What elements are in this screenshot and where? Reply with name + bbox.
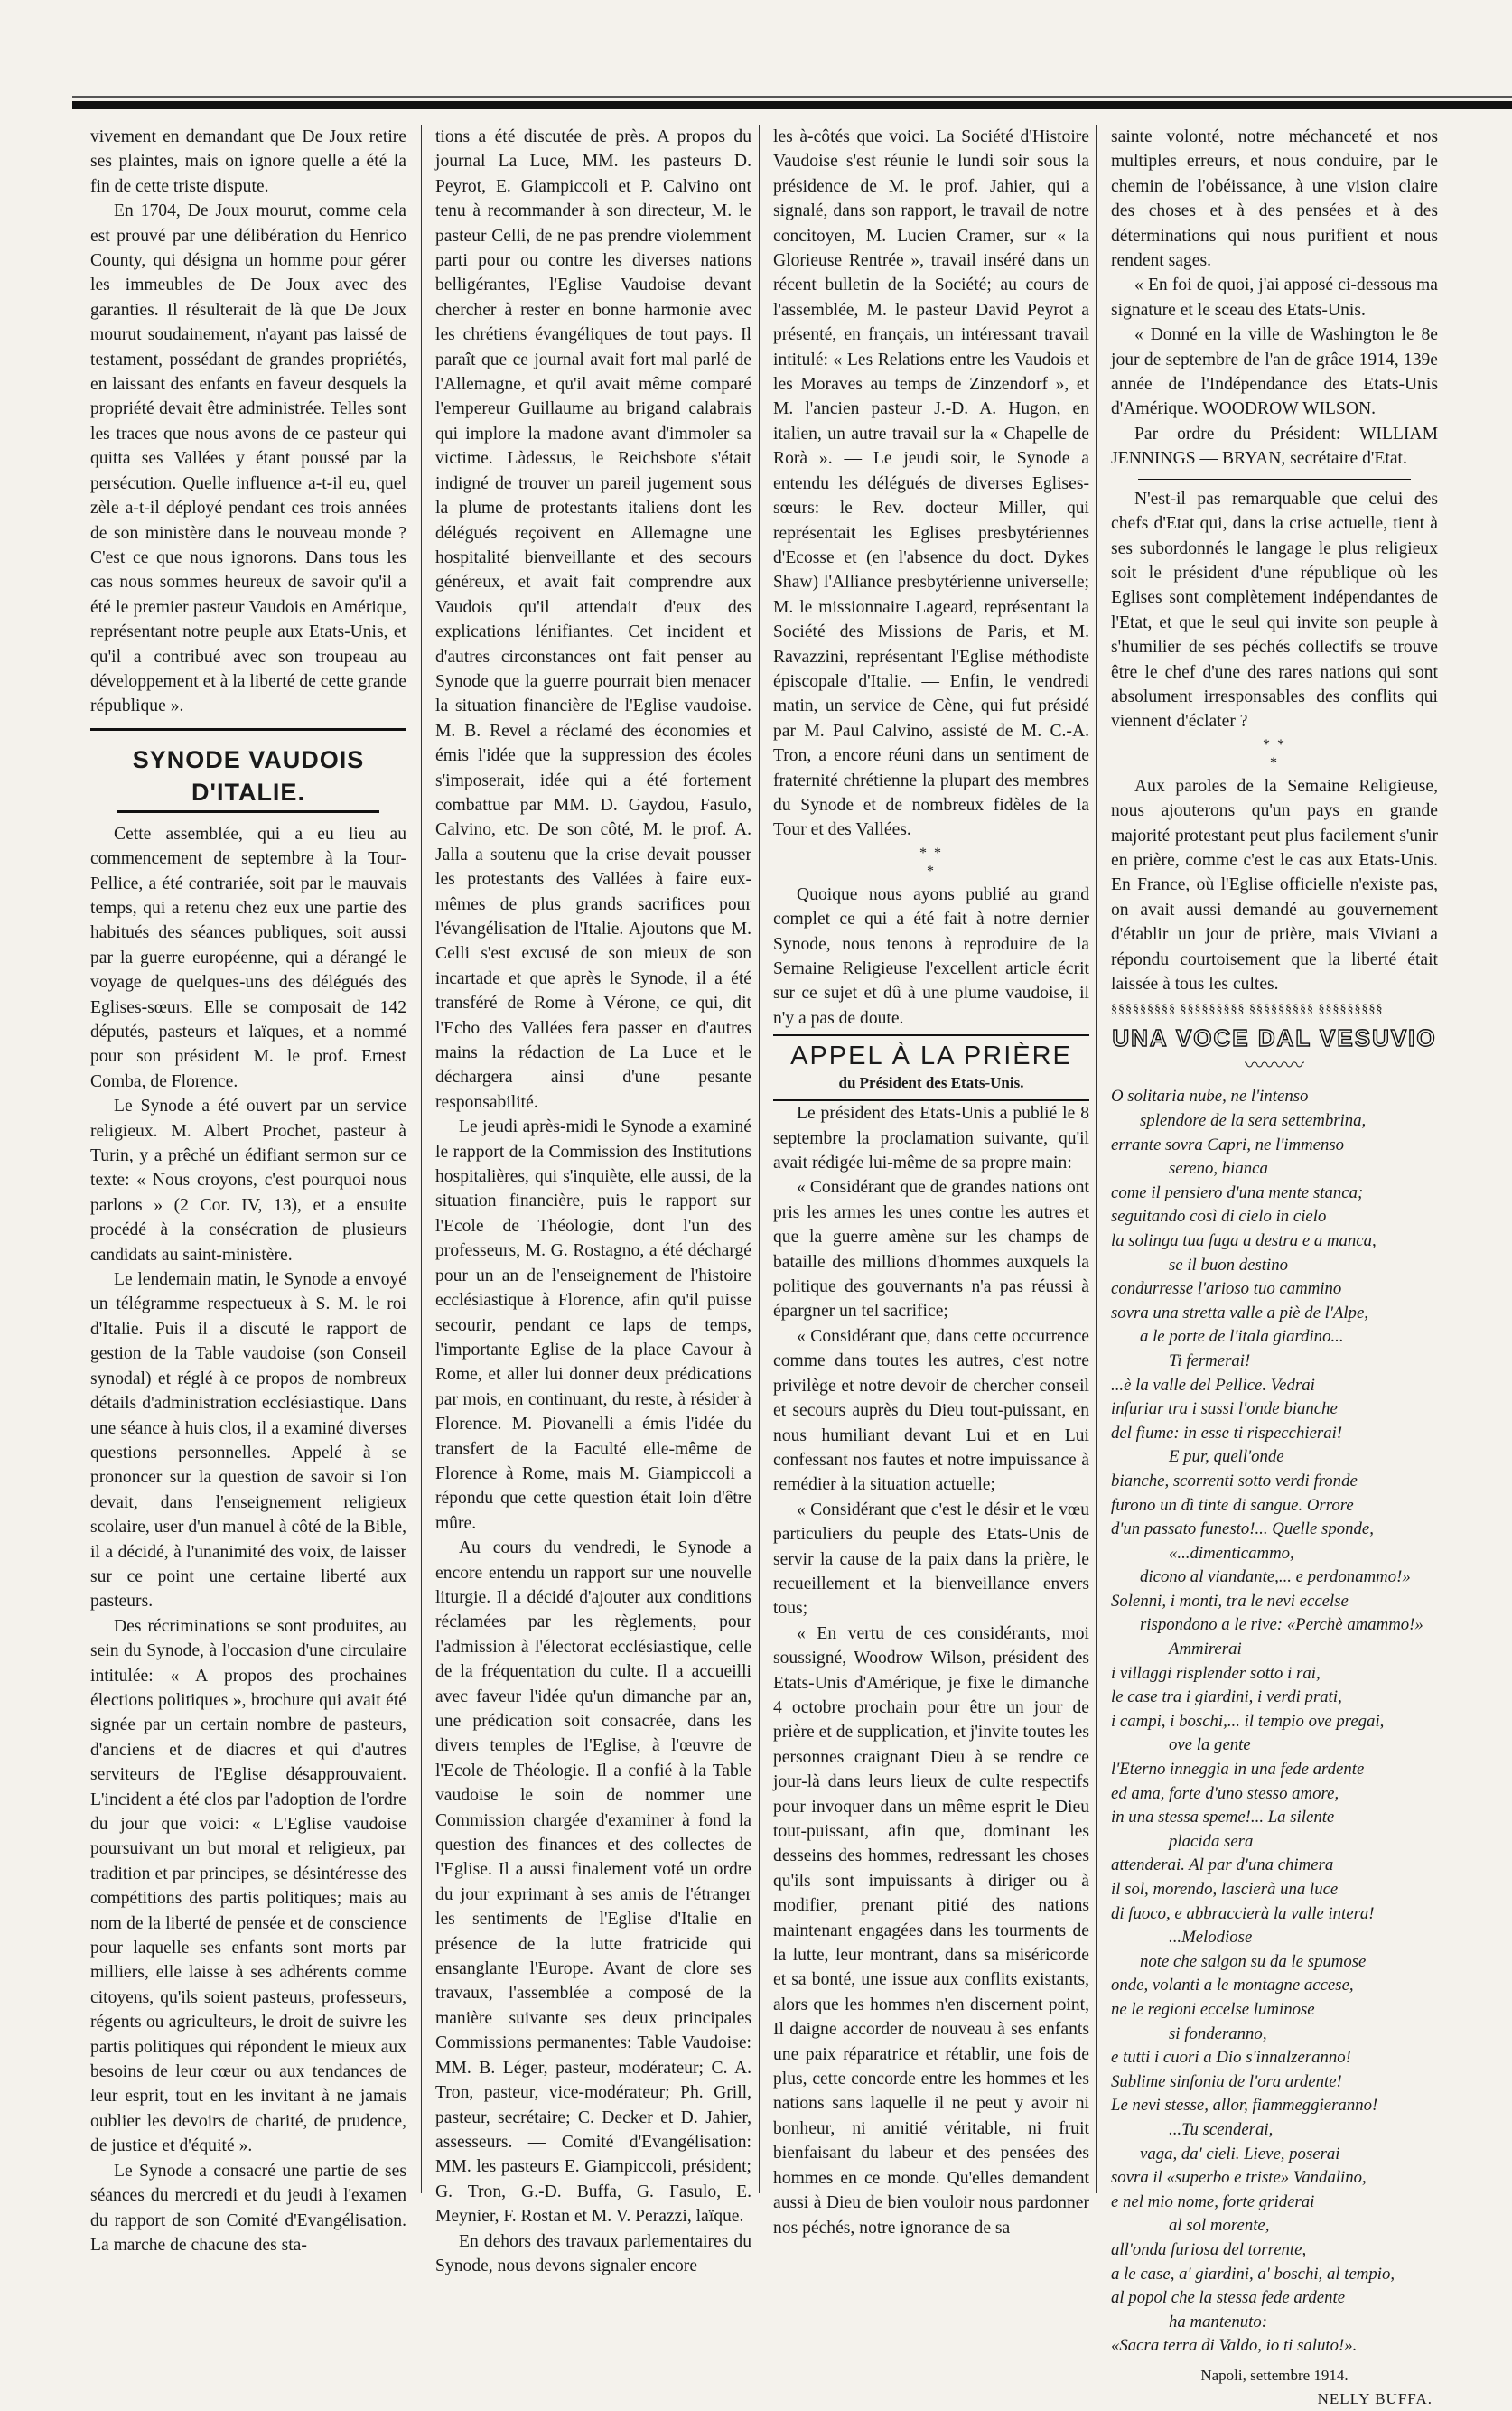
paragraph: sainte volonté, notre méchanceté et nos multiples erreurs, et nous conduire, par le chemin de l'obéissance, à une vision claire des choses et à des pensées et à des déterminations qui nous purifient et nous rendent sages.: [1111, 127, 1438, 271]
poem-line: a le porte de l'itala giardino...: [1140, 1327, 1344, 1347]
poem-line: condurresse l'arioso tuo cammino: [1111, 1279, 1342, 1299]
paragraph: Le lendemain matin, le Synode a envoyé un télégramme respectueux à S. M. le roi d'Italie. Puis il a discuté le rapport de gestion de la Table vaudoise (son Conseil synodal) et réglé à ce propos de nombreux détails d'administration ecclésiastique. Dans une séance à huis clos, il a examiné diverses questions personnelles. Appelé à se prononcer sur la question de savoir si l'on devait, dans l'enseignement religieux scolaire, user d'un manuel à côté de la Bible, il a décidé, à l'unanimité des voix, de laisser sur ce point une certaine liberté aux pasteurs.: [90, 1270, 406, 1612]
poem-line: ...Melodiose: [1169, 1928, 1253, 1948]
poem-line: del fiume: in esse ti rispecchierai!: [1111, 1423, 1343, 1443]
asterism: * * *: [1263, 736, 1286, 771]
poem-line: d'un passato funesto!... Quelle sponde,: [1111, 1519, 1374, 1539]
header-fine-rule: [72, 96, 1512, 98]
paragraph: vivement en demandant que De Joux retire ses plaintes, mais on ignore quelle a été la fin de cette triste dispute.: [90, 127, 406, 196]
paragraph: Le jeudi après-midi le Synode a examiné le rapport de la Commission des Institutions hospitalières, qui s'inquiète, elle aussi, de la situation financière, puis le rapport sur l'Ecole de Théologie, dont l'un des professeurs, M. G. Rostagno, a été déchargé pour un an de l'enseignement de l'histoire ecclésiastique à Florence, afin qu'il puisse secourir, pendant ce laps de temps, l'importante Eglise de la place Cavour à Rome, et aller lui donner deux prédications par mois, en continuant, du reste, à résider à Florence. M. Piovanelli a émis l'idée du transfert de la Faculté elle-même de Florence à Rome, mais M. Giampiccoli a répondu que cette question était loin d'être mûre.: [435, 1117, 751, 1533]
poem-line: splendore de la sera settembrina,: [1140, 1111, 1367, 1130]
poem-line: sereno, bianca: [1169, 1159, 1268, 1179]
poem-line: O solitaria nube, ne l'intenso: [1111, 1087, 1309, 1107]
article-subheading: du Président des Etats-Unis.: [838, 1074, 1024, 1092]
poem-line: i campi, i boschi,... il tempio ove pregai,: [1111, 1711, 1385, 1731]
poem-line: sovra il «superbo e triste» Vandalino,: [1111, 2168, 1367, 2188]
column-3: [773, 125, 1089, 2238]
paragraph: « En foi de quoi, j'ai apposé ci-dessous ma signature et le sceau des Etats-Unis.: [1111, 276, 1438, 320]
poem-line: Ammirerai: [1169, 1640, 1242, 1659]
column-4: [1111, 125, 1438, 2407]
paragraph: « Considérant que c'est le désir et le vœu particuliers du peuple des Etats-Unis de servir la cause de la paix dans la prière, le recueillement et la bienveillance envers tous;: [773, 1500, 1089, 1619]
poem-line: errante sovra Capri, ne l'immenso: [1111, 1135, 1345, 1154]
paragraph: « En vertu de ces considérants, moi soussigné, Woodrow Wilson, président des Etats-Unis d'Amérique, je fixe le dimanche 4 octobre prochain pour être un jour de prière et de supplication, et j'invite toutes les personnes craignant Dieu à se rendre ce jour-là dans leurs lieux de culte respectifs pour invoquer dans un même esprit le Dieu tout-puissant, afin que, dominant les desseins des hommes, redressant les choses qu'ils sont impuissants à diriger ou à modifier, prenant pitié des nations maintenant engagées dans les tourments de la lutte, leur montrant, dans sa miséricorde et sa bonté, une issue aux conflits existants, alors que les hommes n'en discernent point, Il daigne accorder de nouveau à ses enfants une paix réparatrice et rétablir, une fois de plus, cette concorde entre les hommes et les nations sans laquelle il ne peut y avoir ni bonheur, ni amitié véritable, ni fruit bienfaisant du labeur et des pensées des hommes en ce monde. Qu'elles demandent aussi à Dieu de bien vouloir nous pardonner nos péchés, notre ignorance de sa: [773, 1623, 1089, 2238]
article-heading-appel: APPEL À LA PRIÈRE: [790, 1042, 1072, 1071]
poem-line: e tutti i cuori a Dio s'innalzeranno!: [1111, 2048, 1351, 2068]
poem-line: a le case, a' giardini, a' boschi, al tempio,: [1111, 2264, 1395, 2284]
paragraph: Quoique nous ayons publié au grand complet ce qui a été fait à notre dernier Synode, nous tenons à reproduire de la Semaine Religieuse l'excellent article écrit sur ce sujet et dû à une plume vaudoise, il n'y a pas de doute.: [773, 884, 1089, 1028]
poem-line: sovra una stretta valle a piè de l'Alpe,: [1111, 1303, 1368, 1322]
poem-line: seguitando così di cielo in cielo: [1111, 1207, 1327, 1227]
section-rule: [90, 728, 406, 731]
poem-signature: NELLY BUFFA.: [1317, 2389, 1433, 2407]
poem-line: attenderai. Al par d'una chimera: [1111, 1855, 1334, 1875]
paragraph: « Considérant que, dans cette occurrence comme dans toutes les autres, c'est notre privilège et notre devoir de chercher conseil et secours auprès du Dieu tout-puissant, en nous humiliant devant Lui et en Lui confessant nos fautes et notre impuissance à remédier à la situation actuelle;: [773, 1326, 1089, 1495]
poem-line: come il pensiero d'una mente stanca;: [1111, 1182, 1364, 1202]
paragraph: En 1704, De Joux mourut, comme cela est prouvé par une délibération du Henrico County, qui désigna un homme pour gérer les immeubles de De Joux avec des garanties. Il résulterait de là que De Joux mourut soudainement, n'ayant pas laissé de testament, possédant de grandes propriétés, en laissant des enfants en faveur desquels la propriété devait être administrée. Telles sont les traces que nous avons de ce pasteur qui quitta ses Vallées y étant poussé par la persécution. Quelle influence a-t-il eu, quel zèle a-t-il déployé pendant ces trois années de son ministère dans le nouveau monde ? C'est ce que nous ignorons. Dans tous les cas nous sommes heureux de savoir qu'il a été le premier pasteur Vaudois en Amérique, représentant notre peuple aux Etats-Unis, et qu'il a contribué avec son troupeau au développement et à la liberté de cette grande république ».: [90, 201, 406, 716]
poem-line: «Sacra terra di Valdo, io ti saluto!».: [1111, 2336, 1358, 2356]
poem-line: Solenni, i monti, tra le nevi eccelse: [1111, 1591, 1349, 1611]
poem-line: «...dimenticammo,: [1169, 1543, 1294, 1563]
paragraph: Aux paroles de la Semaine Religieuse, nous ajouterons qu'un pays en grande majorité protestant peut plus facilement s'unir en prière, comme c'est le cas aux Etats-Unis. En France, où l'Eglise officielle n'existe pas, on avait aussi demandé au gouvernement d'établir un jour de prière, mais Viviani a répondu courtoisement que la liberté était laissée à tous les cultes.: [1111, 776, 1438, 994]
poem-line: di fuoco, e abbraccierà la valle intera!: [1111, 1903, 1375, 1923]
poem-line: ne le regioni eccelse luminose: [1111, 1999, 1315, 2019]
poem-line: bianche, scorrenti sotto verdi fronde: [1111, 1471, 1358, 1491]
poem-line: placida sera: [1169, 1831, 1254, 1851]
thin-rule: [1138, 479, 1411, 480]
asterism: * * *: [919, 845, 943, 879]
paragraph: « Considérant que de grandes nations ont pris les armes les unes contre les autres et que la guerre amène sur les champs de bataille des millions d'hommes auxquels la politique des gouvernants n'a pas réussi à épargner un tel sacrifice;: [773, 1178, 1089, 1322]
poem-line: le case tra i giardini, i verdi prati,: [1111, 1687, 1342, 1707]
paragraph: Le Synode a été ouvert par un service religieux. M. Albert Prochet, pasteur à Turin, y a prêché un édifiant sermon sur ce texte: « Nous croyons, c'est pourquoi nous parlons » (2 Cor. IV, 13), et a ensuite procédé à la consécration de plusieurs candidats au saint-ministère.: [90, 1097, 406, 1265]
column-2: [435, 125, 751, 2275]
poem-line: ...è la valle del Pellice. Vedrai: [1111, 1375, 1315, 1395]
poem-line: in una stessa speme!... La silente: [1111, 1808, 1335, 1827]
article-heading-synode: SYNODE VAUDOIS D'ITALIE.: [132, 745, 365, 806]
paragraph: Cette assemblée, qui a eu lieu au commencement de septembre à la Tour-Pellice, a été contrariée, soit par le mauvais temps, qui a retenu chez eux une partie des habitués des séances publiques, soit aussi par la guerre européenne, qui a dérangé le voyage de quelques-uns des délégués des Eglises-sœurs. Elle se composait de 142 députés, pasteurs et laïques, et a nommé pour son président M. le prof. Ernest Comba, de Florence.: [90, 824, 406, 1091]
poem-line: Sublime sinfonia de l'ora ardente!: [1111, 2071, 1342, 2091]
poem-line: Le nevi stesse, allor, fiammeggieranno!: [1111, 2096, 1378, 2116]
poem-line: al popol che la stessa fede ardente: [1111, 2288, 1346, 2308]
poem-date: Napoli, settembre 1914.: [1200, 2366, 1349, 2384]
column-divider: [1096, 125, 1097, 2193]
paragraph: Le président des Etats-Unis a publié le 8 septembre la proclamation suivante, qu'il avait rédigée lui-même de sa propre main:: [773, 1104, 1089, 1173]
poem-line: onde, volanti a le montagne accese,: [1111, 1976, 1354, 1995]
header-thick-rule: [72, 101, 1512, 109]
paragraph: Le Synode a consacré une partie de ses séances du mercredi et du jeudi à l'examen du rapport de son Comité d'Evangélisation. La marche de chacune des sta-: [90, 2161, 406, 2255]
poem-line: Ti fermerai!: [1169, 1350, 1251, 1370]
paragraph: Au cours du vendredi, le Synode a encore entendu un rapport sur une nouvelle liturgie. Il a décidé d'ajouter aux conditions réclamées par les règlements, pour l'admission à l'électorat ecclésiastique, celle de la fréquentation du culte. Il a accueilli avec faveur l'idée qu'un dimanche par an, une prédication soit consacrée, dans les divers temples de l'Eglise, à l'œuvre de l'Ecole de Théologie. Il a confié à la Table vaudoise le soin de nommer une Commission chargée d'examiner à fond la question des finances et des collectes de l'Eglise. Il a aussi finalement voté un ordre du jour exprimant à ses amis de l'étranger les sentiments de l'Eglise d'Italie en présence de la lutte fratricide qui ensanglante l'Europe. Avant de clore ses travaux, l'assemblée a composé de la manière suivante ses deux principales Commissions permanentes: Table Vaudoise: MM. B. Léger, pasteur, modérateur; C. A. Tron, pasteur, vice-modérateur; Ph. Grill, pasteur, secrétaire; C. Decker et D. Jahier, assesseurs. — Comité d'Evangélisation: MM. les pasteurs E. Giampiccoli, président; G. Tron, G.-D. Buffa, G. Fasulo, E. Meynier, F. Rostan et M. V. Perazzi, laïque.: [435, 1538, 751, 2227]
paragraph: Par ordre du Président: WILLIAM JENNINGS — BRYAN, secrétaire d'Etat.: [1111, 424, 1438, 469]
paragraph: En dehors des travaux parlementaires du Synode, nous devons signaler encore: [435, 2231, 751, 2275]
paragraph: « Donné en la ville de Washington le 8e jour de septembre de l'an de grâce 1914, 139e année de l'Indépendance des Etats-Unis d'Amérique. WOODROW WILSON.: [1111, 325, 1438, 419]
poem-line: all'onda furiosa del torrente,: [1111, 2239, 1307, 2259]
paragraph: N'est-il pas remarquable que celui des chefs d'Etat qui, dans la crise actuelle, tient à ses subordonnés le langage le plus religieux soit le président d'une république où les Eglises sont complètement indépendantes de l'Etat, et que le seul qui invite son peuple à s'humilier de ses péchés collectifs se trouve être le chef d'une des rares nations qui sont absolument irresponsables des conflits qui viennent d'éclater ?: [1111, 489, 1438, 732]
paragraph: les à-côtés que voici. La Société d'Histoire Vaudoise s'est réunie le lundi soir sous la présidence de M. le prof. Jahier, qui a signalé, dans son rapport, le travail de notre concitoyen, M. Lucien Cramer, sur « la Glorieuse Rentrée », travail inséré dans un récent bulletin de la Société; au cours de l'assemblée, M. le pasteur David Peyrot a présenté, en français, un intéressant travail intitulé: « Les Relations entre les Vaudois et les Moraves au temps de Zinzendorf », et M. l'ancien pasteur J.-D. A. Hugon, en italien, un autre travail sur la « Chapelle de Rorà ». — Le jeudi soir, le Synode a entendu les délégués de diverses Eglises-sœurs: le Rev. docteur Miller, qui représentait les Eglises presbytériennes d'Ecosse et (en l'absence du doct. Dykes Shaw) l'Alliance presbytérienne universelle; M. le missionnaire Lageard, représentant la Société des Missions de Paris, et M. Ravazzini, représentant l'Eglise méthodiste épiscopale d'Italie. — Enfin, le vendredi matin, un service de Cène, qui fut présidé par M. Paul Calvino, assisté de M. C.-A. Tron, a encore réuni dans un sentiment de fraternité chrétienne la plupart des membres du Synode et de nombreux fidèles de la Tour et des Vallées.: [773, 127, 1089, 840]
poem-line: ove la gente: [1169, 1735, 1251, 1755]
poem-line: al sol morente,: [1169, 2216, 1270, 2236]
heading-underline: [117, 810, 379, 813]
poem-line: la solinga tua fuga a destra e a manca,: [1111, 1230, 1377, 1250]
article-frame: [773, 1034, 1089, 1101]
column-divider: [759, 125, 760, 2193]
poem-title: UNA VOCE DAL VESUVIO: [1112, 1024, 1437, 1052]
poem-line: E pur, quell'onde: [1169, 1447, 1284, 1467]
column-divider: [421, 125, 422, 2193]
poem-line: si fonderanno,: [1169, 2023, 1267, 2043]
column-1: [90, 125, 406, 2255]
poem-line: rispondono a le rive: «Perchè amammo!»: [1140, 1615, 1423, 1635]
poem-line: furono un dì tinte di sangue. Orrore: [1111, 1495, 1354, 1515]
poem-line: dicono al viandante,... e perdonammo!»: [1140, 1567, 1411, 1587]
poem-line: se il buon destino: [1169, 1255, 1288, 1275]
poem-line: note che salgon su da le spumose: [1140, 1951, 1367, 1971]
poem-line: e nel mio nome, forte griderai: [1111, 2191, 1315, 2211]
poem-body: [1111, 1085, 1438, 2358]
flourish-ornament: 〰〰〰: [1244, 1054, 1304, 1078]
poem-line: ha mantenuto:: [1169, 2312, 1268, 2332]
poem-line: il sol, morendo, lascierà una luce: [1111, 1880, 1339, 1899]
paragraph: tions a été discutée de près. A propos du journal La Luce, MM. les pasteurs D. Peyrot, E. Giampiccoli et P. Calvino ont tenu à recommander à son directeur, M. le pasteur Celli, de ne pas prendre violemment parti pour ou contre les diverses nations belligérantes, l'Eglise Vaudoise devant chercher à rester en bonne harmonie avec les chrétiens évangéliques de tout pays. Il paraît que ce journal avait fort mal parlé de l'Allemagne, et qu'il avait même comparé l'empereur Guillaume au brigand calabrais qui implore la madone avant d'immoler sa victime. Làdessus, le Reichsbote s'était indigné de trouver un pareil jugement sous la plume de protestants italiens dont les délégués reçoivent en Allemagne une hospitalité bienveillante et des secours généreux, et avait fait comprendre aux Vaudois qu'il attendait d'eux des explications lénifiantes. Cet incident et d'autres circonstances ont fait penser au Synode que la guerre pourrait bien menacer la situation financière de l'Eglise vaudoise. M. B. Revel a réclamé des économies et émis l'idée que la suppression des écoles s'imposerait, idée qui a été fortement combattue par MM. D. Gaydou, Fasulo, Calvino, etc. De son côté, M. le prof. A. Jalla a soutenu que la crise devait pousser les protestants des Vallées à faire eux-mêmes de plus grands sacrifices pour l'évangélisation de l'Italie. Ajoutons que M. Celli s'est excusé de son mieux de son incartade et que après le Synode, il a été transféré de Rome à Vérone, ce qui, dit l'Echo des Vallées fera passer en d'autres mains la rédaction de La Luce et le déchargera ainsi d'une pesante responsabilité.: [435, 127, 751, 1112]
poem-line: ...Tu scenderai,: [1169, 2119, 1274, 2139]
poem-line: ed ama, forte d'uno stesso amore,: [1111, 1783, 1339, 1803]
decorative-border: §§§§§§§§§ §§§§§§§§§ §§§§§§§§§ §§§§§§§§§: [1111, 1003, 1384, 1017]
poem-line: l'Eterno inneggia in una fede ardente: [1111, 1760, 1365, 1780]
poem-line: vaga, da' cieli. Lieve, poserai: [1140, 2144, 1340, 2163]
poem-line: infuriar tra i sassi l'onde bianche: [1111, 1399, 1338, 1419]
paragraph: Des récriminations se sont produites, au sein du Synode, à l'occasion d'une circulaire intitulée: « A propos des prochaines élections politiques », brochure qui avait été signée par un certain nombre de pasteurs, d'anciens et de diacres et qui d'autres serviteurs de l'Eglise désapprouvaient. L'incident a été clos par l'adoption de l'ordre du jour que voici: « L'Eglise vaudoise poursuivant un but moral et religieux, par tradition et par principes, se désintéresse des compétitions des partis politiques; mais au nom de la liberté de pensée et de conscience pour laquelle ses enfants sont morts par milliers, elle laisse à ses adhérents comme citoyens, qu'ils soient pasteurs, professeurs, régents ou agriculteurs, le droit de suivre les partis politiques qui répondent le mieux aux besoins de leur cœur ou aux tendances de leur esprit, tout en les invitant à ne jamais oublier les devoirs de charité, de prudence, de justice et d'équité ».: [90, 1616, 406, 2156]
poem-line: i villaggi risplender sotto i rai,: [1111, 1663, 1321, 1683]
